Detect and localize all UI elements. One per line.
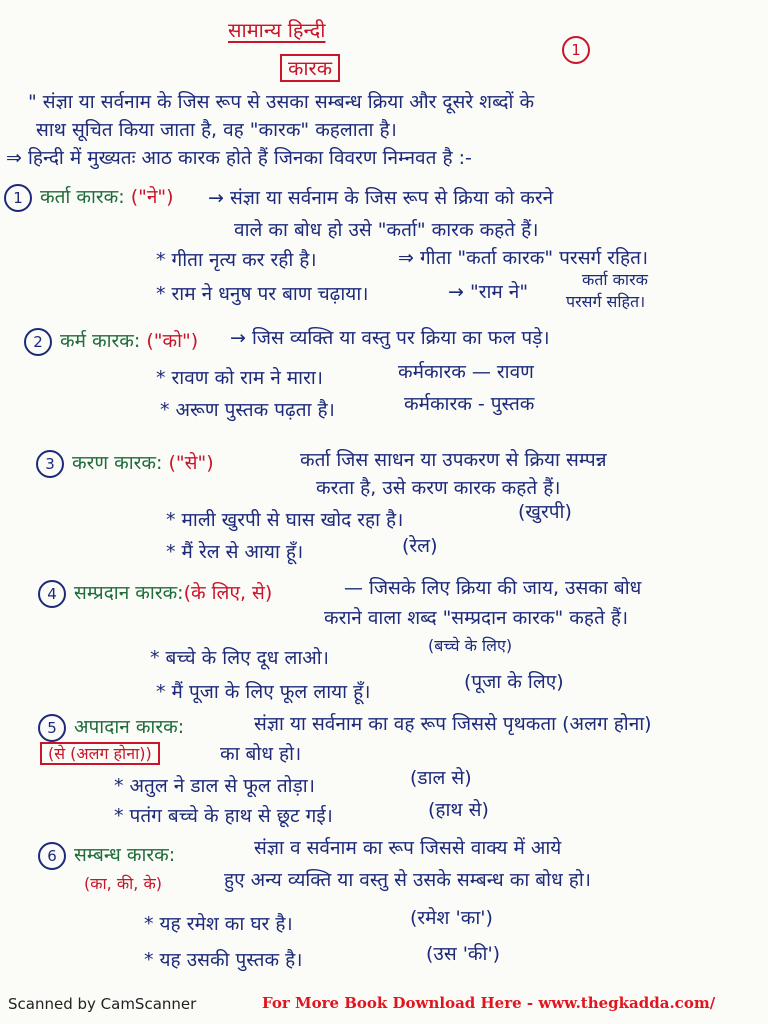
topic-box: कारक: [280, 54, 340, 82]
section-2-def-1: → जिस व्यक्ति या वस्तु पर क्रिया का फल पड़े।: [230, 327, 550, 349]
section-5-example-1-note: (डाल से): [410, 767, 472, 789]
section-5-def-1: संज्ञा या सर्वनाम का वह रूप जिससे पृथकता (अलग होना): [254, 713, 652, 735]
section-sign: ("को"): [146, 330, 199, 352]
section-1-example-1: * गीता नृत्य कर रही है।: [156, 249, 317, 271]
section-2-example-2-note: कर्मकारक - पुस्तक: [404, 393, 535, 415]
section-3-example-1: * माली खुरपी से घास खोद रहा है।: [166, 509, 404, 531]
section-6-example-1-note: (रमेश 'का'): [410, 907, 493, 929]
section-name: कर्म कारक:: [60, 330, 141, 352]
section-2-example-1-note: कर्मकारक — रावण: [398, 361, 534, 383]
section-sign-box: (से (अलग होना)): [40, 742, 160, 765]
section-6-example-2: * यह उसकी पुस्तक है।: [144, 949, 303, 971]
section-4-def-2: कराने वाला शब्द "सम्प्रदान कारक" कहते हैं।: [324, 607, 629, 629]
intro-line-3: ⇒ हिन्दी में मुख्यतः आठ कारक होते हैं जिनका विवरण निम्नवत है :-: [6, 147, 472, 169]
section-2-example-2: * अरूण पुस्तक पढ़ता है।: [160, 399, 335, 421]
section-4-example-1-note: (बच्चे के लिए): [428, 636, 513, 655]
section-1-def-2: वाले का बोध हो उसे "कर्ता" कारक कहते हैं।: [234, 219, 539, 241]
section-1-example-2: * राम ने धनुष पर बाण चढ़ाया।: [156, 283, 369, 305]
section-4-def-1: — जिसके लिए क्रिया की जाय, उसका बोध: [344, 577, 642, 599]
section-3-example-2: * मैं रेल से आया हूँ।: [166, 541, 304, 563]
section-name: करण कारक:: [72, 452, 163, 474]
section-name: सम्बन्ध कारक:: [74, 844, 176, 866]
section-name: सम्प्रदान कारक:: [74, 582, 184, 604]
section-5-sign: [40, 742, 160, 766]
section-2-example-1: * रावण को राम ने मारा।: [156, 367, 323, 389]
section-3-def-1: कर्ता जिस साधन या उपकरण से क्रिया सम्पन्न: [300, 449, 607, 471]
section-2-heading: [24, 328, 198, 356]
section-3-example-2-note: (रेल): [402, 535, 438, 557]
section-sign: ("ने"): [130, 186, 174, 208]
section-4-example-2-note: (पूजा के लिए): [464, 671, 564, 693]
scanner-watermark: Scanned by CamScanner: [8, 995, 197, 1013]
topic-title: [280, 56, 340, 80]
section-number: 4: [38, 580, 66, 608]
section-number: 2: [24, 328, 52, 356]
page-title: सामान्य हिन्दी: [228, 18, 326, 42]
section-6-sign: (का, की, के): [84, 874, 162, 893]
section-6-def-2: हुए अन्य व्यक्ति या वस्तु से उसके सम्बन्ध का बोध हो।: [224, 869, 591, 891]
section-sign: (के लिए, से): [183, 582, 273, 604]
section-number: 6: [38, 842, 66, 870]
section-number: 1: [4, 184, 32, 212]
section-1-def-1: → संज्ञा या सर्वनाम के जिस रूप से क्रिया को करने: [208, 187, 554, 209]
section-number: 3: [36, 450, 64, 478]
section-3-heading: [36, 450, 214, 478]
section-3-example-1-note: (खुरपी): [518, 501, 572, 523]
section-6-example-1: * यह रमेश का घर है।: [144, 913, 293, 935]
section-3-def-2: करता है, उसे करण कारक कहते हैं।: [316, 477, 561, 499]
section-5-heading: [38, 714, 184, 742]
section-6-heading: [38, 842, 175, 870]
section-sign: ("से"): [168, 452, 214, 474]
section-4-example-2: * मैं पूजा के लिए फूल लाया हूँ।: [156, 681, 371, 703]
section-number: 5: [38, 714, 66, 742]
page-number-badge: 1: [562, 36, 590, 64]
intro-line-2: साथ सूचित किया जाता है, वह "कारक" कहलाता है।: [36, 119, 397, 141]
section-1-example-2-note-a: कर्ता कारक: [582, 270, 648, 289]
page-number: [562, 36, 598, 64]
download-link-text[interactable]: For More Book Download Here - www.thegkadda.com/: [262, 994, 716, 1012]
section-1-example-2-note-b: परसर्ग सहित।: [566, 292, 646, 311]
section-6-example-2-note: (उस 'की'): [426, 943, 501, 965]
section-1-example-1-note: ⇒ गीता "कर्ता कारक" परसर्ग रहित।: [398, 247, 649, 269]
intro-line-1: " संज्ञा या सर्वनाम के जिस रूप से उसका सम्बन्ध क्रिया और दूसरे शब्दों के: [28, 91, 535, 113]
section-1-heading: [4, 184, 174, 212]
section-5-def-2: का बोध हो।: [220, 743, 302, 765]
section-4-example-1: * बच्चे के लिए दूध लाओ।: [150, 647, 329, 669]
section-1-example-2-note: → "राम ने": [448, 281, 529, 303]
section-name: कर्ता कारक:: [40, 186, 125, 208]
section-5-example-2-note: (हाथ से): [428, 799, 489, 821]
section-name: अपादान कारक:: [74, 716, 185, 738]
section-5-example-1: * अतुल ने डाल से फूल तोड़ा।: [114, 775, 315, 797]
section-6-def-1: संज्ञा व सर्वनाम का रूप जिससे वाक्य में आये: [254, 837, 562, 859]
section-4-heading: [38, 580, 272, 608]
section-5-example-2: * पतंग बच्चे के हाथ से छूट गई।: [114, 805, 333, 827]
